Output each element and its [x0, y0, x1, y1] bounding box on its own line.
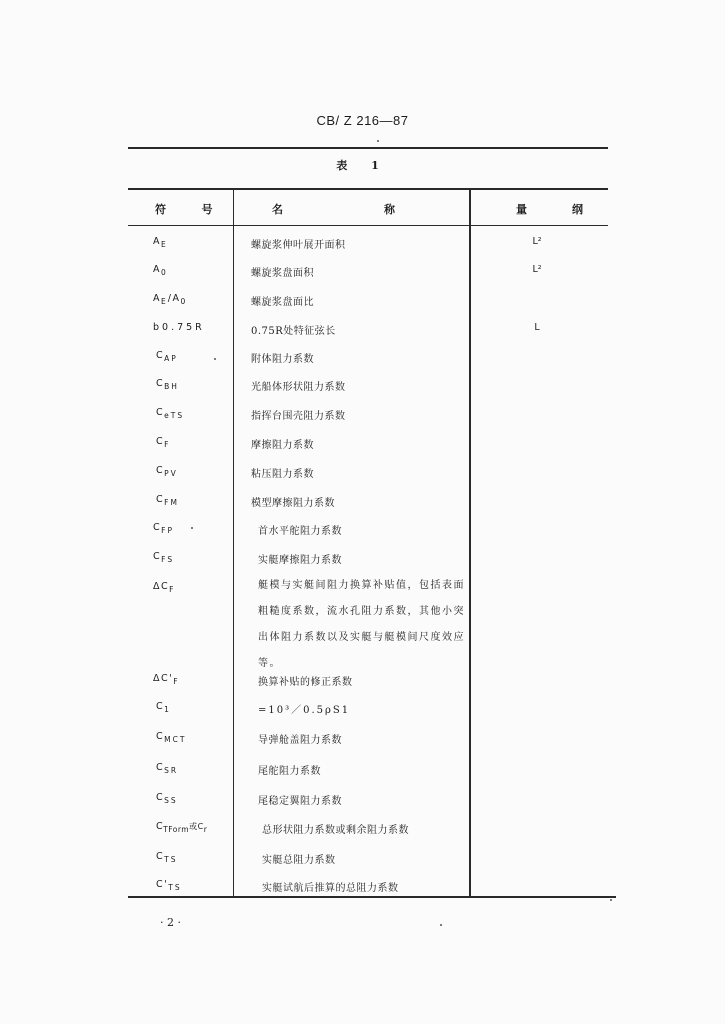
symbol-cell: $C_{FM}$ — [156, 494, 179, 507]
name-cell: 光船体形状阻力系数 — [251, 382, 346, 393]
symbol-cell: $C_{BH}$ — [156, 378, 179, 391]
name-cell: 导弹舱盖阻力系数 — [258, 735, 342, 746]
symbol-cell: $C_{MCT}$ — [156, 731, 187, 744]
header-symbol: 符 号 — [155, 203, 219, 216]
name-cell: 螺旋浆伸叶展开面积 — [251, 240, 346, 251]
symbol-cell: $C_1$ — [156, 701, 171, 714]
symbol-cell: $A_0$ — [153, 264, 168, 277]
symbol-cell: $C'_{TS}$ — [156, 879, 182, 892]
bottom-rule — [128, 896, 616, 898]
header-bottom-rule — [128, 225, 608, 226]
header-unit-right: 纲 — [572, 203, 583, 216]
symbol-cell: $C_{FP}$ — [153, 522, 174, 535]
name-cell: 螺旋浆盘面比 — [251, 297, 314, 308]
scan-speck — [214, 358, 216, 360]
table-title: 表 1 — [336, 159, 389, 172]
symbol-cell: $C_{SR}$ — [156, 762, 179, 775]
column-divider-right — [469, 189, 471, 897]
scan-speck — [377, 140, 379, 142]
name-cell: 首水平舵阻力系数 — [258, 526, 342, 537]
name-cell: 尾舵阻力系数 — [258, 766, 321, 777]
symbol-cell: b0.75R — [153, 322, 205, 333]
symbol-cell: $\Delta C'_F$ — [153, 673, 180, 686]
name-cell: 实艇试航后推算的总阻力系数 — [262, 883, 399, 894]
unit-cell: L — [534, 322, 540, 333]
name-cell: 附体阻力系数 — [251, 354, 314, 365]
column-divider-left — [233, 189, 234, 897]
name-cell: 尾稳定翼阻力系数 — [258, 796, 342, 807]
name-cell: 总形状阻力系数或剩余阻力系数 — [262, 825, 409, 836]
name-cell: 实艇总阻力系数 — [262, 855, 336, 866]
symbol-cell: $C_{AP}$ — [156, 350, 178, 363]
symbol-cell: $C_{TS}$ — [156, 851, 178, 864]
name-cell: 螺旋浆盘面积 — [251, 268, 314, 279]
scan-speck — [440, 924, 442, 926]
name-cell: 艇模与实艇间阻力换算补贴值，包括表面粗糙度系数，流水孔阻力系数，其他小突出体阻力系数以及实艇与艇模间尺度效应等。 — [258, 580, 465, 669]
scan-speck — [610, 899, 612, 901]
header-name-right: 称 — [384, 203, 395, 216]
header-name-left: 名 — [272, 203, 283, 216]
page-number: · 2 · — [160, 916, 181, 929]
name-cell: 实艇摩擦阻力系数 — [258, 555, 342, 566]
name-cell: 换算补贴的修正系数 — [258, 677, 353, 688]
symbol-cell: $\Delta C_F$ — [153, 581, 176, 594]
name-cell: 摩擦阻力系数 — [251, 440, 314, 451]
document-code: CB/ Z 216—87 — [316, 113, 409, 128]
header-top-rule — [128, 188, 608, 190]
symbol-cell: $C_{TForm}$或$C_r$ — [156, 821, 209, 834]
symbol-cell: $C_{SS}$ — [156, 792, 178, 805]
scan-speck — [191, 527, 193, 529]
symbol-cell: $A_E$ — [153, 236, 168, 249]
name-cell: 粘压阻力系数 — [251, 469, 314, 480]
name-cell: 模型摩擦阻力系数 — [251, 498, 335, 509]
symbol-cell: $C_{eTS}$ — [156, 407, 185, 420]
top-rule — [128, 147, 608, 149]
unit-cell: L² — [532, 236, 542, 247]
symbol-cell: $C_{FS}$ — [153, 551, 175, 564]
header-unit-left: 量 — [516, 203, 527, 216]
name-cell: 指挥台围壳阻力系数 — [251, 411, 346, 422]
name-cell: =10³／0.5ρS1 — [258, 705, 351, 716]
symbol-cell: $A_E/A_0$ — [153, 293, 188, 306]
symbol-cell: $C_{PV}$ — [156, 465, 178, 478]
name-cell: 0.75R处特征弦长 — [251, 326, 336, 337]
unit-cell: L² — [532, 264, 542, 275]
symbol-cell: $C_F$ — [156, 436, 171, 449]
